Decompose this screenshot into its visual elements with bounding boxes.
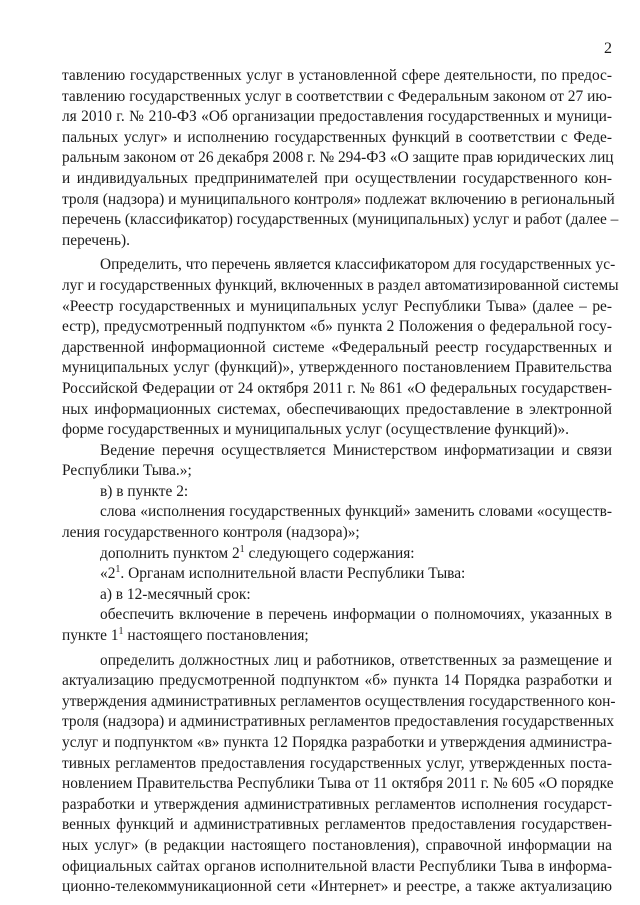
text-line-main: ных информационных системах, обеспечивающих предоставление в электронной: [62, 400, 612, 418]
text-line-tail: следующего содержания:: [244, 544, 415, 562]
text-line: [62, 712, 615, 733]
text-line-tail: . Органам исполнительной власти Республики Тыва:: [120, 565, 466, 583]
text-line-main: троля (надзора) и муниципального контроля» подлежат включению в региональный: [62, 190, 615, 208]
text-line-main: перечень (классификатор) государственных (муниципальных) услуг и работ (далее –: [62, 211, 619, 229]
text-line: [62, 190, 615, 211]
text-line-main: луг и государственных функций, включенных в раздел автоматизированной системы: [62, 276, 619, 294]
text-line-main: пальных услуг» и исполнению государственных функций в соответствии с Феде-: [62, 128, 612, 146]
text-line-main: ных услуг» (в редакции настоящего постановления), справочной информации на: [62, 836, 612, 854]
text-line: [62, 317, 612, 338]
text-line-main: в) в пункте 2:: [100, 482, 189, 500]
text-line-main: Определить, что перечень является классификатором для государственных ус-: [100, 256, 616, 274]
text-line-main: новлением Правительства Республики Тыва от 11 октября 2011 г. № 605 «О порядке: [62, 775, 614, 793]
text-line: [62, 626, 612, 647]
text-line-main: и индивидуальных предпринимателей при осуществлении государственного кон-: [62, 169, 612, 187]
text-line: [62, 523, 612, 544]
text-line: [62, 461, 612, 482]
text-line-main: Ведение перечня осуществляется Министерством информатизации и связи: [100, 441, 612, 459]
text-line-main: перечень).: [62, 231, 131, 249]
superscript: 1: [239, 543, 245, 555]
text-line-main: естр), предусмотренный подпунктом «б» пункта 2 Положения о федеральной госу-: [62, 318, 612, 336]
text-line-main: утверждения административных регламентов осуществления государственного кон-: [62, 692, 616, 710]
text-line-main: «2: [100, 565, 116, 583]
text-line: [62, 148, 612, 169]
text-line: [62, 774, 612, 795]
text-line: [62, 276, 619, 297]
text-line-main: ля 2010 г. № 210-ФЗ «Об организации предоставления государственных и муници-: [62, 108, 612, 126]
text-line: [62, 169, 612, 190]
text-line-main: услуг и подпунктом «в» пункта 12 Порядка разработки и утверждения администра-: [62, 734, 612, 751]
text-line-main: Республики Тыва.»;: [62, 462, 192, 480]
text-line-main: венных функций и административных регламентов предоставления государствен-: [62, 816, 612, 834]
text-line-main: муниципальных услуг (функций)», утвержденного постановлением Правительства: [62, 359, 612, 377]
text-line-main: обеспечить включение в перечень информации о полномочиях, указанных в: [100, 606, 612, 624]
text-line: [62, 671, 612, 692]
text-line: [62, 66, 612, 87]
text-line: [62, 857, 612, 878]
text-line: [62, 795, 612, 816]
text-line: [62, 400, 612, 421]
text-line-main: пункте 1: [62, 627, 119, 645]
text-line: [62, 210, 619, 231]
text-line: [62, 338, 612, 359]
text-line: [62, 128, 612, 149]
text-line: [62, 255, 616, 276]
text-line: [62, 651, 612, 672]
text-line: [62, 441, 612, 462]
text-line-main: Российской Федерации от 24 октября 2011 г. № 861 «О федеральных государствен-: [62, 379, 612, 397]
text-line-main: тавлению государственных услуг в соответствии с Федеральным законом от 27 ию-: [62, 87, 612, 105]
superscript: 1: [118, 626, 124, 638]
text-line-main: слова «исполнения государственных функций» заменить словами «осуществ-: [100, 503, 612, 521]
text-line: [62, 107, 612, 128]
text-line: [62, 836, 612, 857]
text-line-main: ления государственного контроля (надзора)»;: [62, 524, 360, 542]
text-line-main: дарственной информационной системе «Федеральный реестр государственных и: [62, 338, 612, 356]
text-line: [62, 420, 612, 441]
text-line-main: тавлению государственных услуг в установленной сфере деятельности, по предос-: [62, 67, 612, 84]
text-line: [62, 231, 612, 252]
text-line: [62, 754, 612, 775]
text-line-main: ционно-телекоммуникационной сети «Интернет» и реестре, а также актуализацию: [62, 878, 612, 896]
text-line-main: а) в 12-месячный срок:: [100, 585, 251, 603]
text-line: [62, 733, 612, 754]
text-line: [62, 585, 612, 606]
text-line: [62, 297, 612, 318]
text-line-main: дополнить пунктом 2: [100, 544, 240, 562]
text-line-main: актуализацию предусмотренной подпунктом «б» пункта 14 Порядка разработки и: [62, 672, 612, 690]
text-line-main: форме государственных и муниципальных услуг (осуществление функций)».: [62, 421, 569, 439]
text-line-main: разработки и утверждения административных регламентов исполнения государст-: [62, 795, 612, 813]
text-line: [62, 544, 612, 565]
text-line: [62, 379, 612, 400]
text-line: [62, 502, 612, 523]
text-line-tail: настоящего постановления;: [123, 627, 309, 645]
text-line: [62, 815, 612, 836]
text-line-main: тивных регламентов предоставления государственных услуг, утвержденных поста-: [62, 754, 612, 772]
document-body: [62, 66, 619, 898]
text-line: [62, 692, 616, 713]
text-line-main: официальных сайтах органов исполнительной власти Республики Тыва в информа-: [62, 857, 612, 875]
superscript: 1: [115, 564, 121, 576]
text-line-main: ральным законом от 26 декабря 2008 г. № 294-ФЗ «О защите прав юридических лиц: [62, 149, 614, 167]
page-number: 2: [604, 40, 612, 57]
text-line-main: «Реестр государственных и муниципальных услуг Республики Тыва» (далее – ре-: [62, 297, 612, 315]
text-line: [62, 482, 612, 503]
text-line: [62, 87, 612, 108]
text-line-main: троля (надзора) и административных регламентов предоставления государственных: [62, 713, 615, 731]
text-line-main: определить должностных лиц и работников, ответственных за размещение и: [100, 651, 612, 669]
text-line: [62, 605, 612, 626]
text-line: [62, 564, 612, 585]
text-line: [62, 877, 612, 898]
text-line: [62, 358, 612, 379]
